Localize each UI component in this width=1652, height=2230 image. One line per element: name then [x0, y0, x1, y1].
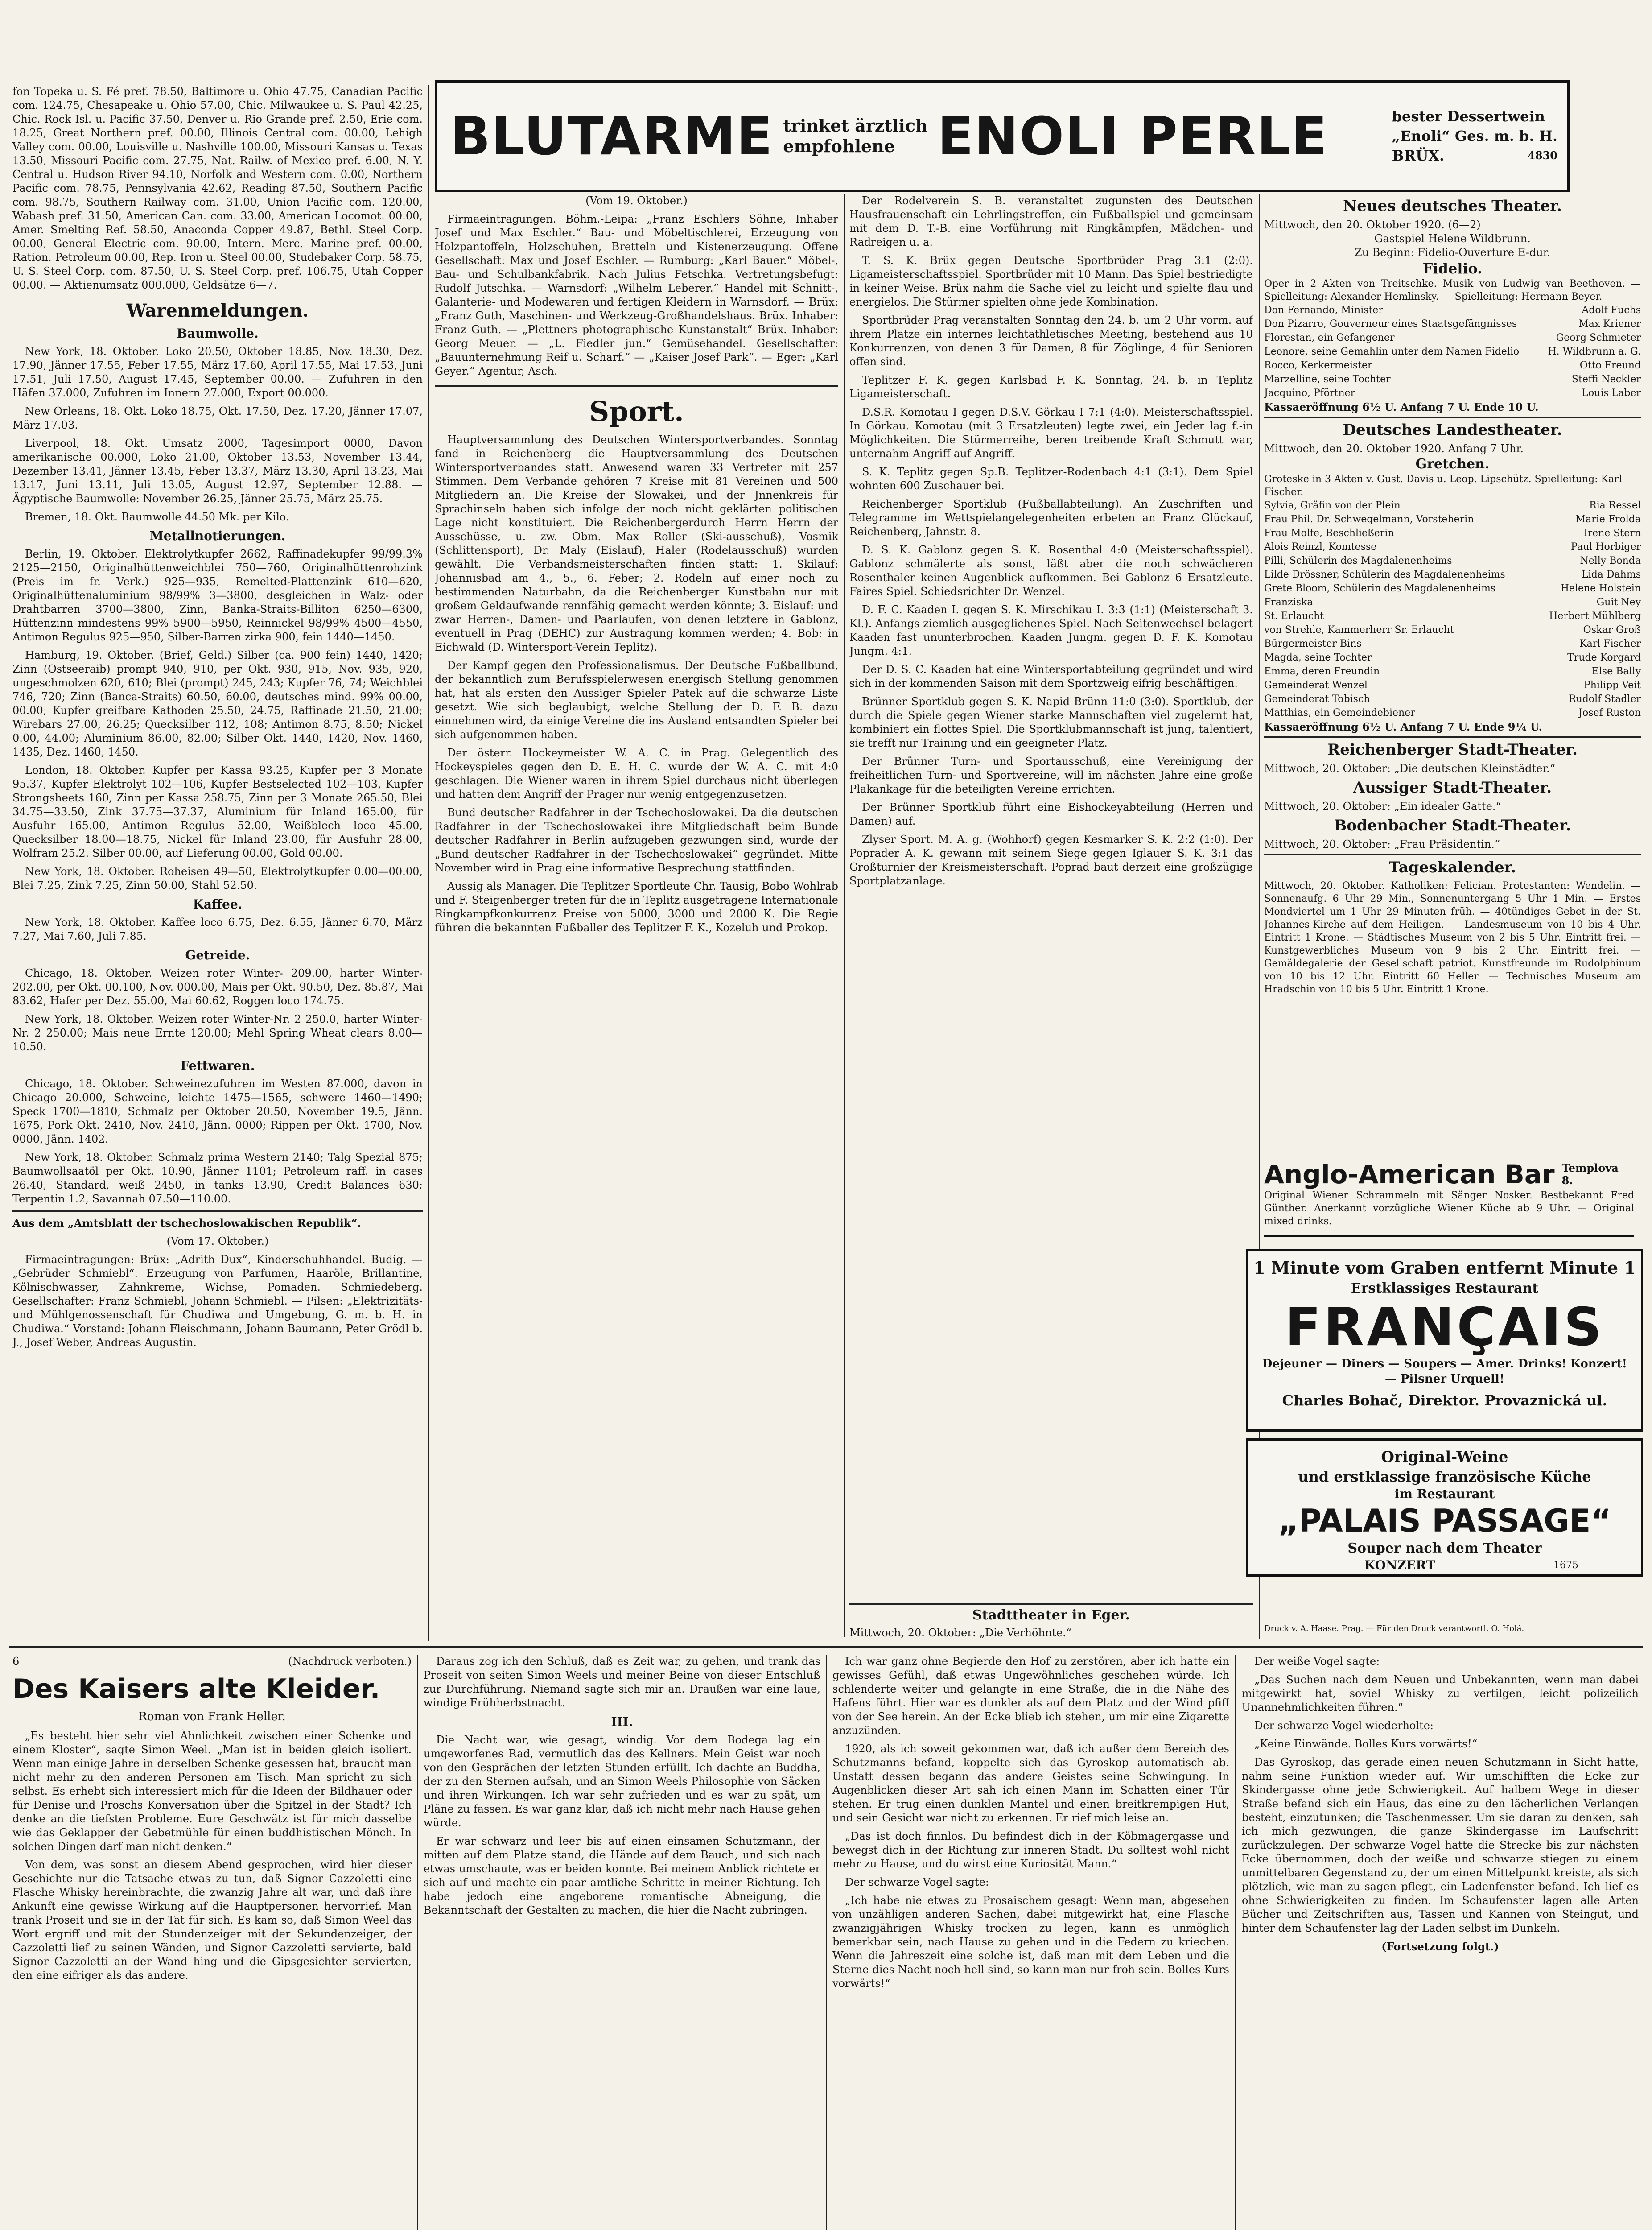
cast-row: [1264, 540, 1641, 554]
pp-footer: [1248, 1557, 1641, 1573]
cast-actor: Ria Ressel: [1589, 500, 1641, 511]
market-report: New York, 18. Oktober. Loko 20.50, Oktober 18.85, Nov. 18.30, Dez. 17.90, Jänner 17.55, Feber 17.55, März 17.60, April 17.55, Mai 17.53, Juni 17.51, Juli 17.50, August 17.45, September 00.00. — Zufuhren in den Häfen 37.000, Zufuhren im Innern 27.000, Export 00.000.: [12, 345, 423, 399]
cast-row: [1264, 678, 1641, 692]
cast-actor: Karl Fischer: [1579, 638, 1641, 649]
ad-right-line: „Enoli“ Ges. m. b. H.: [1392, 128, 1557, 145]
palais-passage-ad: [1246, 1438, 1643, 1577]
francais-menu: Dejeuner — Diners — Soupers — Amer. Drinks! Konzert! — Pilsner Urquell!: [1262, 1357, 1627, 1386]
feuilleton-paragraph: Der schwarze Vogel wiederholte:: [1254, 1719, 1434, 1732]
ad-right-line: bester Dessertwein: [1392, 108, 1545, 125]
feuilleton-paragraph: Von dem, was sonst an diesem Abend gesprochen, wird hier dieser Geschichte nur die Tatsache etwas zu tun, daß Signor Cazzoletti eine Flasche Whisky hereinbrachte, die zwanzig Jahre alt war, und daß ihre Ankunft eine gewisse Wirkung auf die Hauptpersonen hervorrief. Man trank Proseit und sie in der Tat für sich. Es kam so, daß Simon Weel das Wort ergriff und mit der Stundenzeiger mit der Sekundenzeiger, der Cazzoletti lief zu seinen Wänden, und Signor Cazzoletti servierte, bald Signor Cazzoletti an der Wand hing und die Gipsgesichter servierten, den eine eifriger als das andere.: [12, 1858, 412, 1982]
feuilleton-header: [12, 1655, 412, 1668]
column-divider: [428, 85, 429, 1641]
divider: [435, 385, 838, 387]
cast-row: [1264, 623, 1641, 637]
eger-theater-line: Mittwoch, 20. Oktober: „Die Verhöhnte.“: [849, 1627, 1072, 1639]
landes-theater-time: Kassaeröffnung 6½ U. Anfang 7 U. Ende 9¼ U.: [1264, 720, 1542, 733]
divider: [1264, 736, 1641, 738]
ad-word-blutarme: BLUTARME: [450, 105, 774, 167]
cast-actor: Paul Horbiger: [1571, 541, 1641, 553]
cast-row: [1264, 651, 1641, 665]
landes-theater-desc: Groteske in 3 Akten v. Gust. Davis u. Leop. Lipschütz. Spielleitung: Karl Fischer.: [1264, 474, 1622, 498]
pp-line-3: im Restaurant: [1394, 1487, 1495, 1501]
cast-actor: Adolf Fuchs: [1582, 305, 1641, 316]
feuilleton-paragraph: „Keine Einwände. Bolles Kurs vorwärts!“: [1254, 1738, 1478, 1750]
market-report: New Orleans, 18. Okt. Loko 18.75, Okt. 17.50, Dez. 17.20, Jänner 17.07, März 17.03.: [12, 405, 423, 431]
landes-theater-cast: [1264, 499, 1641, 720]
pp-line-2: und erstklassige französische Küche: [1298, 1468, 1591, 1485]
francais-sub: Erstklassiges Restaurant: [1351, 1280, 1539, 1296]
eger-theater-box: [849, 1603, 1253, 1640]
cast-role: Florestan, ein Gefangener: [1264, 332, 1395, 343]
market-report: Chicago, 18. Oktober. Weizen roter Winter- 209.00, harter Winter- 202.00, per Okt. 00.100, Nov. 000.00, Mais per Okt. 90.50, Dez. 85.87, Mai 83.62, Hafer per Dez. 55.00, Mai 60.62, Roggen loco 174.75.: [12, 967, 423, 1007]
feuilleton-title: Des Kaisers alte Kleider.: [12, 1673, 380, 1705]
ad-city: BRÜX.: [1392, 147, 1445, 164]
cast-row: [1264, 554, 1641, 568]
feuilleton-paragraph: Der schwarze Vogel sagte:: [845, 1876, 989, 1888]
cast-role: von Strehle, Kammerherr Sr. Erlaucht: [1264, 624, 1454, 636]
cast-role: Grete Bloom, Schülerin des Magdalenenheims: [1264, 583, 1496, 594]
pp-line-1: Original-Weine: [1381, 1448, 1508, 1466]
aussig-theater-title: Aussiger Stadt-Theater.: [1353, 779, 1552, 797]
column-divider: [1235, 1655, 1236, 2230]
cast-row: [1264, 359, 1641, 372]
feuilleton-column-1: [12, 1655, 412, 2230]
sport-item: Sportbrüder Prag veranstalten Sonntag den 24. b. um 2 Uhr vorm. auf ihrem Platze ein internes leichtathletisches Meeting, bestehend aus 10 Konkurrenzen, von denen 3 für Damen, 8 für Zöglinge, 4 für Senioren offen sind.: [849, 314, 1253, 368]
feuilleton-paragraph: „Das Suchen nach dem Neuen und Unbekannten, wenn man dabei mitgewirkt hat, soviel Whisky zu vertilgen, leicht polizeilich Unannehmlichkeiten führen.“: [1242, 1673, 1639, 1714]
landes-theater-title: Deutsches Landestheater.: [1343, 421, 1562, 439]
cast-row: [1264, 665, 1641, 678]
market-report: New York, 18. Oktober. Weizen roter Winter-Nr. 2 250.0, harter Winter-Nr. 2 250.00; Mais neue Ernte 120.00; Mehl Spring Wheat clears 8.00—10.50.: [12, 1013, 423, 1053]
feuilleton-paragraph: „Es besteht hier sehr viel Ähnlichkeit zwischen einer Schenke und einem Kloster“, sagte Simon Weel. „Man ist in beiden gleich isoliert. Wenn man einige Jahre in derselben Schenke gesessen hat, braucht man nicht mehr zu den anderen Personen am Tisch. Man spricht zu sich selbst. Es erhebt sich interessiert mich für die Ideen der Bildhauer oder für Denise und Proschs Konversation über die Spitzel in der Stadt? Ich denke an die tiefsten Probleme. Eure Geschwätz ist für mich dasselbe wie das Geklapper der Gebetmühle für einen buddhistischen Mönch. In solchen Dingen darf man nicht denken.“: [12, 1730, 412, 1853]
rights-note: (Nachdruck verboten.): [288, 1655, 412, 1668]
feuilleton-divider: [9, 1646, 1643, 1648]
sport-item: Der D. S. C. Kaaden hat eine Wintersportabteilung gegründet und wird sich in der kommenden Saison mit dem Sportzweig eifrig beschäftigen.: [849, 663, 1253, 690]
francais-name: FRANÇAIS: [1285, 1296, 1605, 1358]
cast-row: [1264, 595, 1641, 609]
feuilleton-paragraph: Das Gyroskop, das gerade einen neuen Schutzmann in Sicht hatte, nahm seine Funktion wieder auf. Wir umschifften die Ecke zur Skindergasse ohne jede Schwierigkeit. Auf halbem Wege in dieser Straße befand sich ein Haus, das eine zu den lächerlichen Verlangen besteht, einzutunken; die Taschenmesser. Um sie daran zu denken, sah ich mich gezwungen, die ganze Skindergasse im Laufschritt zurückzulegen. Der schwarze Vogel hatte die Strecke bis zur nächsten Ecke übernommen, doch der weiße und schwarze stiegen zu einem unmittelbaren Gegenstand zu, der um einen Mittelpunkt kreiste, als sich plötzlich, wie man zu sagen pflegt, ein Ladenfenster befand. Ich lief es ohne Schwierigkeiten zu finden. Im Schaufenster lagen alle Arten Bücher und Zeitschriften aus, Tassen und Kannen von Steingut, und hinter dem Schaufenster lag der Laden selbst im Dunkeln.: [1242, 1756, 1639, 1934]
divider: [1264, 854, 1641, 855]
neues-theater-cast: [1264, 303, 1641, 400]
francais-top: 1 Minute vom Graben entfernt Minute 1: [1253, 1258, 1636, 1278]
tageskalender-text: Mittwoch, 20. Oktober. Katholiken: Felician. Protestanten: Wendelin. — Sonnenaufg. 6 Uhr 29 Min., Sonnenuntergang 5 Uhr 1 Min. — Erstes Mondviertel um 1 Uhr 29 Minuten früh. — 40tündiges Gebet in der St. Johannes-Kirche auf dem Heiligen. — Landesmuseum von 10 bis 4 Uhr. Eintritt 1 Krone. — Städtisches Museum von 2 bis 5 Uhr. Eintritt frei. — Kunstgewerbliches Museum von 9 bis 2 Uhr. Eintritt frei. — Gemäldegalerie der Gesellschaft patriot. Kunstfreunde im Rudolphinum von 10 bis 12 Uhr. Eintritt 60 Heller. — Technisches Museum am Hradschin von 10 bis 5 Uhr. Eintritt 1 Krone.: [1264, 880, 1641, 995]
bodenbach-theater-line: Mittwoch, 20. Oktober: „Frau Präsidentin.“: [1264, 838, 1500, 851]
francais-owner: Charles Bohač, Direktor. Provaznická ul.: [1282, 1392, 1607, 1409]
neues-theater-guest: Gastspiel Helene Wildbrunn.: [1374, 232, 1531, 245]
ad-number: 4830: [1528, 149, 1557, 162]
ad-small-line: empfohlene: [783, 136, 895, 156]
sport-item: Der Brünner Sportklub führt eine Eishockeyabteilung (Herren und Damen) auf.: [849, 801, 1253, 827]
ad-word-enoli-perle: ENOLI PERLE: [937, 105, 1328, 167]
cast-role: Frau Molfe, Beschließerin: [1264, 528, 1394, 539]
tageskalender-title: Tageskalender.: [1388, 859, 1516, 876]
register-entry: Firmaeintragungen. Böhm.-Leipa: „Franz Eschlers Söhne, Inhaber Josef und Max Eschler.“ Bau- und Möbeltischlerei, Erzeugung von Holzpantoffeln, Holzschuhen, Bretteln und Kistenerzeugung. Offene Gesellschaft: Max und Josef Eschler. — Rumburg: „Karl Bauer.“ Möbel-, Bau- und Schulbankfabrik. Nach Julius Fetschka. Vertretungsbefugt: Rudolf Jutschka. — Warnsdorf: „Wilhelm Leberer.“ Handel mit Schnitt-, Galanterie- und Modewaren und fertigen Kleidern in Warnsdorf. — Brüx: „Franz Guth, Maschinen- und Werkzeug-Großhandelshaus. Brüx. Inhaber: Franz Guth. — „Plettners photographische Kunstanstalt“ Brüx. Inhaber: Georg Meuer. — „L. Fiedler jun.“ Gemüsehandel. Gesellschafter: „Bauunternehmung Reif u. Scharf.“ — „Kaiser Josef Park“. — Eger: „Karl Geyer.“ Agentur, Asch.: [435, 213, 838, 377]
register-date: (Vom 17. Oktober.): [166, 1235, 269, 1247]
cast-row: [1264, 499, 1641, 512]
sport-item: Hauptversammlung des Deutschen Wintersportverbandes. Sonntag fand in Reichenberg die Hauptversammlung des Deutschen Wintersportverbandes statt. Anwesend waren 33 Vertreter mit 257 Stimmen. Dem Verbande gehören 7 Kreise mit 81 Vereinen und 500 Mitgliedern an. Die Kreise der Slowakei, und der Jnnenkreis für Sprachinseln haben sich infolge der noch nicht geklärten politischen Lage nicht konstituiert. Die Reichenbergerdurch Herrn Herrn der Ausschüsse, u. zw. Obm. Max Roller (Ski-ausschuß), Vosmik (Schlittensport), Dr. Maly (Eislauf), Haler (Rodelausschuß) wurden gewählt. Die Verbandsmeisterschaften finden statt: 1. Skilauf: Johannisbad am 4., 5., 6. Feber; 2. Rodeln auf einer noch zu bestimmenden Naturbahn, da die Reichenberger Kunstbahn nur mit großem Geldaufwande rennfähig gemacht werden könnte; 3. Eislauf: und zwar Herren-, Damen- und Paarlaufen, von denen letztere in Gablonz, eventuell in Prag (DEHC) zur Austragung kommen werden; 4. Bob: in Eichwald (D. Wintersport-Verein Teplitz).: [435, 434, 838, 653]
feuilleton-paragraph: Die Nacht war, wie gesagt, windig. Vor dem Bodega lag ein umgeworfenes Rad, vermutlich das des Kellners. Mein Geist war noch von den Gesprächen der letzten Stunden erfüllt. Ich dachte an Buddha, der zu den Sternen aufsah, und an Simon Weels Philosophie von Säcken und ihren Wirkungen. Ich war sehr zufrieden und es war zu spät, um Pläne zu fassen. Es war ganz klar, daß ich nicht mehr nach Hause gehen würde.: [424, 1734, 820, 1829]
cast-actor: Philipp Veit: [1583, 680, 1641, 691]
neues-theater-play: Fidelio.: [1422, 260, 1483, 277]
cast-actor: Trude Korgard: [1567, 652, 1641, 663]
cast-actor: Otto Freund: [1579, 360, 1641, 371]
feuilleton-column-3: [832, 1655, 1229, 2230]
sport-item: Reichenberger Sportklub (Fußballabteilung). An Zuschriften und Telegramme im Wettspielangelegenheiten erbeten an Franz Glückauf, Reichenberg, Jahnstr. 8.: [849, 498, 1253, 538]
cast-actor: Herbert Mühlberg: [1549, 611, 1641, 622]
restaurant-francais-ad: [1246, 1249, 1643, 1432]
cast-role: Leonore, seine Gemahlin unter dem Namen Fidelio: [1264, 346, 1520, 357]
continuation-note: (Fortsetzung folgt.): [1381, 1940, 1499, 1953]
anglo-header: [1264, 1160, 1634, 1189]
market-report: New York, 18. Oktober. Kaffee loco 6.75, Dez. 6.55, Jänner 6.70, März 7.27, Mai 7.60, Juli 7.85.: [12, 916, 423, 942]
ad-right-line: [1392, 146, 1557, 165]
enoli-perle-ad: [435, 80, 1570, 192]
eger-theater-title: Stadttheater in Eger.: [972, 1607, 1130, 1623]
anglo-side: Templova 8.: [1561, 1161, 1619, 1187]
sport-item: Aussig als Manager. Die Teplitzer Sportleute Chr. Tausig, Bobo Wohlrab und F. Steigenberger treten für die in Teplitz ausgetragene Internationale Ringkampfkonkurrenz Preise von 5000, 3000 und 2000 K. Die Regie führen die bekannten Fußballer des Teplitzer F. K., Kozeluh und Prokop.: [435, 880, 838, 934]
subheading-getreide: Getreide.: [185, 948, 250, 962]
cast-actor: Steffi Neckler: [1571, 374, 1641, 385]
feuilleton-column-2: [424, 1655, 820, 2230]
sport-item: T. S. K. Brüx gegen Deutsche Sportbrüder Prag 3:1 (2:0). Ligameisterschaftsspiel. Sportbrüder mit 10 Mann. Das Spiel bestriedigte in keiner Weise. Brüx nahm die Sache viel zu leicht und spielte flau und energielos. Die Stürmer spielten ohne jede Kombination.: [849, 254, 1253, 308]
anglo-american-bar-ad: [1264, 1160, 1634, 1237]
cast-actor: Josef Ruston: [1578, 707, 1641, 719]
neues-theater-desc: Oper in 2 Akten von Treitschke. Musik von Ludwig van Beethoven. — Spielleitung: Alexander Hemlinsky. — Spielleitung: Hermann Beyer.: [1264, 278, 1641, 302]
pp-line-4: Souper nach dem Theater: [1347, 1540, 1542, 1556]
cast-role: Don Pizarro, Gouverneur eines Staatsgefängnisses: [1264, 318, 1517, 330]
cast-role: Bürgermeister Bins: [1264, 638, 1362, 649]
ad-small-line: trinket ärztlich: [783, 116, 928, 136]
markets-column: [12, 85, 423, 1637]
cast-row: [1264, 637, 1641, 651]
cast-role: Matthias, ein Gemeindebiener: [1264, 707, 1415, 719]
landes-theater-date: Mittwoch, den 20. Oktober 1920. Anfang 7 Uhr.: [1264, 442, 1524, 455]
cast-row: [1264, 512, 1641, 526]
cast-actor: Oskar Groß: [1583, 624, 1641, 636]
cast-actor: Rudolf Stadler: [1569, 694, 1641, 705]
subheading-kaffee: Kaffee.: [193, 897, 243, 912]
sport-item: D.S.R. Komotau I gegen D.S.V. Görkau I 7:1 (4:0). Meisterschaftsspiel. In Görkau. Komotau (mit 3 Ersatzleuten) legte zwei, ein Jeder lag f.-in Möglichkeiten. Die Stürmerreihe, beren treibende Kraft Schmutt war, unternahm Angriff auf Angriff.: [849, 406, 1253, 460]
stock-quotes: fon Topeka u. S. Fé pref. 78.50, Baltimore u. Ohio 47.75, Canadian Pacific com. 124.75, Chesapeake u. Ohio 57.00, Chic. Milwaukee u. S. Paul 42.25, Chic. Rock Isl. u. Pacific 37.50, Denver u. Rio Grande pref. 2.50, Erie com. 18.25, Great Northern pref. 00.00, Illinois Central com. 00.00, Lehigh Valley com. 00.00, Louisville u. Nashville 100.00, Missouri Kansas u. Texas 13.50, Missouri Pacific com. 27.75, Nat. Railw. of Mexico pref. 6.00, N. Y. Central u. Hudson River 94.10, Norfolk and Western com. 0.00, Northern Pacific com. 78.75, Pennsylvania 42.62, Reading 87.50, Southern Pacific com. 98.75, Southern Railway com. 31.00, Union Pacific com. 120.00, Wabash pref. 31.50, American Can. com. 33.00, American Locomot. 00.00, Amer. Smelting Ref. 58.50, Anaconda Copper 49.87, Bethl. Steel Corp. 00.00, General Electric com. 90.00, Intern. Merc. Marine pref. 00.00, Ration. Petroleum 00.00, Rep. Iron u. Steel 00.00, Studebaker Corp. 58.75, U. S. Steel Corp. com. 87.50, U. S. Steel Corp. pref. 106.75, Utah Copper 00.00. — Aktienumsatz 000.000, Geldsätze 6—7.: [12, 85, 423, 291]
cast-row: [1264, 568, 1641, 582]
market-report: Liverpool, 18. Okt. Umsatz 2000, Tagesimport 0000, Davon amerikanische 00.000, Loko 21.00, Oktober 13.53, November 13.44, Dezember 13.41, Jänner 13.45, Feber 13.37, März 13.30, April 13.23, Mai 13.17, Juni 13.11, Juli 13.05, August 12.97, September 12.88. — Ägyptische Baumwolle: November 26.25, Jänner 25.75, März 25.75.: [12, 437, 423, 505]
sport-item: Der Brünner Turn- und Sportausschuß, eine Vereinigung der freiheitlichen Turn- und Sportvereine, will im nächsten Jahre eine große Plakankage für die beteiligten Vereine errichten.: [849, 755, 1253, 795]
cast-role: Emma, deren Freundin: [1264, 666, 1380, 677]
sport-item: D. S. K. Gablonz gegen S. K. Rosenthal 4:0 (Meisterschaftsspiel). Gablonz schmälerte als sonst, läßt aber die noch schwächeren Rosenthaler keinen Augenblick aufkommen. Bei Gablonz 6 Ersatzleute. Faires Spiel. Schiedsrichter Dr. Wenzel.: [849, 544, 1253, 598]
feuilleton-paragraph: Er war schwarz und leer bis auf einen einsamen Schutzmann, der mitten auf dem Platze stand, die Hände auf dem Bauch, und sich nach etwas umschaute, was er beiden konnte. Bei meinem Anblick richtete er sich auf und machte ein paar amtliche Schritte in meiner Richtung. Ich habe jedoch eine angeborene romantische Abneigung, die Bekanntschaft der Gestalten zu machen, die hier die Nacht zubringen.: [424, 1835, 820, 1916]
cast-role: Rocco, Kerkermeister: [1264, 360, 1372, 371]
cast-role: Franziska: [1264, 597, 1313, 608]
section-heading-sport: Sport.: [589, 395, 684, 428]
sport-item: Der Kampf gegen den Professionalismus. Der Deutsche Fußballbund, der bekanntlich zum Berufsspielerwesen energisch Stellung genommen hat, hat als ersten den Aussiger Spieler Patek auf die schwarze Liste gesetzt. Wie sich beglaubigt, welche Stellung der D. F. B. dazu einnehmen wird, da einige Vereine die ins Ausland entsandten Spieler bei sich aufgenommen haben.: [435, 659, 838, 741]
neues-theater-title: Neues deutsches Theater.: [1343, 197, 1562, 215]
cast-role: Gemeinderat Wenzel: [1264, 680, 1368, 691]
feuilleton-paragraph: „Das ist doch finnlos. Du befindest dich in der Köbmagergasse und bewegst dich in der Richtung zur inneren Stadt. Du solltest wohl nicht mehr zu Hause, und du wirst eine Kuriosität Mann.“: [832, 1830, 1229, 1870]
market-report: Berlin, 19. Oktober. Elektrolytkupfer 2662, Raffinadekupfer 99/99.3% 2125—2150, Originalhüttenweichblei 750—760, Originalhüttenrohzink (Preis im fr. Verk.) 925—935, Remelted-Plattenzink 610—620, Originalhüttenaluminium 98/99% 3—3800, desgleichen in Walz- oder Drahtbarren 3700—3800, Zinn, Banka-Straits-Billiton 6250—6300, Hüttenzinn mindestens 99% 5900—5950, Reinnickel 98/99% 4500—4550, Antimon Regulus 925—950, Silber-Barren zirka 900, fein 1440—1450.: [12, 548, 423, 643]
cast-role: Jacquino, Pförtner: [1264, 388, 1355, 399]
anglo-text: Original Wiener Schrammeln mit Sänger Nosker. Bestbekannt Fred Günther. Anerkannt vorzügliche Wiener Küche ab 9 Uhr. — Original mixed drinks.: [1264, 1190, 1634, 1227]
sport-item: S. K. Teplitz gegen Sp.B. Teplitzer-Rodenbach 4:1 (3:1). Dem Spiel wohnten 600 Zuschauer bei.: [849, 466, 1253, 492]
cast-actor: Marie Frolda: [1575, 514, 1641, 525]
cast-actor: Irene Stern: [1583, 528, 1641, 539]
sport-item: Bund deutscher Radfahrer in der Tschechoslowakei. Da die deutschen Radfahrer in der Tschechoslowakei ihre Mitgliedschaft beim Bunde deutscher Radfahrer in Berlin aufzugeben gezwungen sind, wurde der „Bund deutscher Radfahrer in der Tschechoslowakei“ gegründet. Mitte November wird in Prag eine informative Besprechung stattfinden.: [435, 806, 838, 874]
reichenberg-theater-line: Mittwoch, 20. Oktober: „Die deutschen Kleinstädter.“: [1264, 762, 1556, 775]
sport-item: Teplitzer F. K. gegen Karlsbad F. K. Sonntag, 24. b. in Teplitz Ligameisterschaft.: [849, 374, 1253, 400]
cast-role: Sylvia, Gräfin von der Plein: [1264, 500, 1401, 511]
cast-row: [1264, 609, 1641, 623]
cast-row: [1264, 582, 1641, 595]
ad-right-block: [1392, 107, 1557, 165]
printer-line: Druck v. A. Haase. Prag. — Für den Druck verantwortl. O. Holá.: [1264, 1624, 1524, 1633]
pp-name: „PALAIS PASSAGE“: [1278, 1503, 1611, 1539]
cast-row: [1264, 317, 1641, 331]
market-report: Bremen, 18. Okt. Baumwolle 44.50 Mk. per Kilo.: [25, 511, 289, 523]
cast-row: [1264, 526, 1641, 540]
anglo-title: Anglo-American Bar: [1264, 1159, 1555, 1189]
theater-column: [1264, 194, 1641, 1153]
sport-item: Der österr. Hockeymeister W. A. C. in Prag. Gelegentlich des Hockeyspieles gegen den D. E. H. C. wurde der W. A. C. mit 4:0 geschlagen. Die Wiener waren in ihrem Spiel durchaus nicht überlegen und hatten dem Angriff der Prager nur wenig entgegenzusetzen.: [435, 747, 838, 801]
column-divider: [844, 194, 845, 1637]
feuilleton-paragraph: Ich war ganz ohne Begierde den Hof zu zerstören, aber ich hatte ein gewisses Gefühl, daß etwas Ungewöhnliches geschehen würde. Ich schlenderte weiter und gelangte in eine Straße, die in die Nähe des Hafens führt. Hier war es dunkler als auf dem Platz und der Wind pfiff von der See herein. An der Ecke blieb ich stehen, um mir eine Zigarette anzuzünden.: [832, 1655, 1229, 1737]
subheading-metalle: Metallnotierungen.: [149, 529, 286, 543]
cast-actor: H. Wildbrunn a. G.: [1548, 346, 1641, 357]
cast-actor: Georg Schmieter: [1556, 332, 1641, 343]
cast-role: Lilde Drössner, Schülerin des Magdalenenheims: [1264, 569, 1505, 580]
neues-theater-opening: Zu Beginn: Fidelio-Ouverture E-dur.: [1354, 246, 1551, 259]
market-report: Chicago, 18. Oktober. Schweinezufuhren im Westen 87.000, davon in Chicago 20.000, Schweine, leichte 1475—1565, schwere 1460—1490; Speck 1700—1810, Schmalz per Oktober 20.50, November 19.5, Jänn. 1675, Pork Okt. 2410, Nov. 2410, Jänn. 0000; Rippen per Okt. 1700, Nov. 0000, Jänn. 1402.: [12, 1078, 423, 1145]
register-entry: Firmaeintragungen: Brüx: „Adrith Dux“, Kinderschuhhandel. Budig. — „Gebrüder Schmiebl“. Erzeugung von Parfumen, Haaröle, Brillantine, Kölnischwasser, Zahnkreme, Wichse, Pomaden. Schmiedeberg. Gesellschafter: Franz Schmiebl, Johann Schmiebl. — Pilsen: „Elektrizitäts- und Mühlgenossenschaft für Chudiwa und Umgebung, G. m. b. H. in Chudiwa.“ Vorstand: Johann Fleischmann, Johann Baumann, Peter Grödl b. J., Josef Weber, Andreas Augustin.: [12, 1253, 423, 1349]
cast-actor: Lida Dahms: [1582, 569, 1641, 580]
sport-item: Zlyser Sport. M. A. g. (Wohhorf) gegen Kesmarker S. K. 2:2 (1:0). Der Poprader A. K. gewann mit seinem Siege gegen Iglauer S. K. 3:1 das Großturnier der Kreismeisterschaft. Poprad baut derzeit eine großzügige Sportplatzanlage.: [849, 833, 1253, 887]
sport-item: Der Rodelverein S. B. veranstaltet zugunsten des Deutschen Hausfrauenschaft ein Lehrlingstreffen, ein Fußballspiel und gemeinsam mit dem D. T.-B. eine Vorführung mit Ringkämpfen, Mädchen- und Radreigen u. a.: [849, 194, 1253, 248]
column-divider: [417, 1655, 418, 2230]
page-number: 6: [12, 1655, 20, 1668]
cast-row: [1264, 386, 1641, 400]
cast-row: [1264, 372, 1641, 386]
cast-row: [1264, 345, 1641, 359]
feuilleton-paragraph: Der weiße Vogel sagte:: [1254, 1655, 1380, 1668]
register-title: Aus dem „Amtsblatt der tschechoslowakischen Republik“.: [12, 1217, 361, 1230]
cast-role: Don Fernando, Minister: [1264, 305, 1383, 316]
cast-actor: Else Bally: [1591, 666, 1641, 677]
pp-konzert: KONZERT: [1364, 1558, 1435, 1573]
feuilleton-byline: Roman von Frank Heller.: [138, 1710, 286, 1723]
cast-role: Magda, seine Tochter: [1264, 652, 1372, 663]
sport-item: D. F. C. Kaaden I. gegen S. K. Mirschikau I. 3:3 (1:1) (Meisterschaft 3. Kl.). Anfangs ziemlich ausgeglichenes Spiel. Nach Seitenwechsel belagert Kaaden fast ununterbrochen. Kaaden Jungm. gegen D. F. K. Komotau Jungm. 4:1.: [849, 603, 1253, 657]
cast-row: [1264, 692, 1641, 706]
cast-row: [1264, 303, 1641, 317]
feuilleton-paragraph: „Ich habe nie etwas zu Prosaischem gesagt: Wenn man, abgesehen von unzähligen anderen Sachen, dabei mitgewirkt hat, eine Flasche zwanzigjährigen Whisky trocken zu legen, kann es unmöglich bemerkbar sein, nach Hause zu gehen und in die Federn zu kriechen. Wenn die Jahreszeit eine solche ist, daß man mit dem Leben und die Sterne dies Nacht noch hell sind, so kann man nur froh sein. Bolles Kurs vorwärts!“: [832, 1894, 1229, 1990]
cast-actor: Guit Ney: [1596, 597, 1641, 608]
cast-role: Gemeinderat Tobisch: [1264, 694, 1370, 705]
date-text: Mittwoch, den 20. Oktober 1920. (6—2): [1264, 219, 1481, 231]
bodenbach-theater-title: Bodenbacher Stadt-Theater.: [1334, 817, 1571, 834]
market-report: Hamburg, 19. Oktober. (Brief, Geld.) Silber (ca. 900 fein) 1440, 1420; Zinn (Ostseeraib) prompt 940, 910, per Okt. 930, 915, Nov. 935, 920, ungeschmolzen 620, 610; Blei (prompt) 245, 243; Kupfer 76, 74; Weichblei 746, 720; Zinn (Banca-Straits) 60.50, 60.00, deutsches mind. 99% 00.00, 00.00; Kupfer greifbare Kathoden 25.50, 24.75, Raffinade 21.50, 21.00; Wirebars 27.00, 26.25; Quecksilber 112, 108; Antimon 8.75, 8.50; Nickel 0.00, 44.00; Aluminium 86.00, 82.00; Silber Okt. 1440, 1420, Nov. 1460, 1435, Dez. 1460, 1450.: [12, 649, 423, 758]
register-date: (Vom 19. Oktober.): [585, 194, 688, 207]
divider: [12, 1210, 423, 1212]
column-divider: [826, 1655, 827, 2230]
feuilleton-column-4: [1242, 1655, 1639, 2230]
cast-row: [1264, 331, 1641, 345]
cast-role: Marzelline, seine Tochter: [1264, 374, 1391, 385]
market-report: London, 18. Oktober. Kupfer per Kassa 93.25, Kupfer per 3 Monate 95.37, Kupfer Elektrolyt 102—106, Kupfer Bestselected 102—103, Kupfer Strongsheets 160, Zinn per Kassa 258.75, Zinn per 3 Monate 265.50, Blei 34.75—33.50, Zink 37.75—37.37, Aluminium für Inland 165.00, für Ausfuhr 165.00, Antimon Regulus 52.00, Weißblech loco 45.00, Quecksilber 18.00—18.75, Nickel für Inland 23.00, für Ausfuhr 28.00, Wolfram 25.2. Silber 00.00, auf Lieferung 00.00, Gold 00.00.: [12, 764, 423, 859]
ad-small-text: [783, 116, 927, 157]
cast-role: Pilli, Schülerin des Magdalenenheims: [1264, 555, 1452, 566]
subheading-fettwaren: Fettwaren.: [180, 1058, 255, 1073]
sport-column-2: [849, 194, 1253, 1637]
feuilleton-paragraph: Daraus zog ich den Schluß, daß es Zeit war, zu gehen, und trank das Proseit von seiten Simon Weels und meiner Beine von dieser Entschluß zur Durchführung. Niemand sagte sich mir an. Draußen war eine laue, windige Frühherbstnacht.: [424, 1655, 820, 1709]
section-heading-warenmeldungen: Warenmeldungen.: [126, 300, 309, 321]
reichenberg-theater-title: Reichenberger Stadt-Theater.: [1327, 741, 1578, 759]
cast-actor: Max Kriener: [1578, 318, 1641, 330]
feuilleton-paragraph: 1920, als ich soweit gekommen war, daß ich außer dem Bereich des Schutzmanns befand, koppelte sich das Gyroskop automatisch ab. Unstatt dessen begann das andere Geistes seine Schwingung. In Augenblicken dieser Art sah ich einen Mann im Schatten einer Tür stehen. Er trug einen dunklen Mantel und einen breitkrempigen Hut, und sein Gesicht war nicht zu erkennen. Er rief mich leise an.: [832, 1743, 1229, 1824]
neues-theater-time: Kassaeröffnung 6½ U. Anfang 7 U. Ende 10 U.: [1264, 401, 1539, 413]
market-report: New York, 18. Oktober. Roheisen 49—50, Elektrolytkupfer 0.00—00.00, Blei 7.25, Zink 7.25, Zinn 50.00, Stahl 52.50.: [12, 865, 423, 892]
cast-role: Frau Phil. Dr. Schwegelmann, Vorsteherin: [1264, 514, 1474, 525]
subheading-baumwolle: Baumwolle.: [177, 326, 259, 341]
aussig-theater-line: Mittwoch, 20. Oktober: „Ein idealer Gatte.“: [1264, 800, 1501, 813]
neues-theater-date: [1264, 218, 1641, 232]
sport-item: Brünner Sportklub gegen S. K. Napid Brünn 11:0 (3:0). Sportklub, der durch die Spiele gegen Wiener starke Mannschaften viel zugelernt hat, kombiniert ein flottes Spiel. Die Sportklubmannschaft ist jung, talentiert, sie trefft nur Training und ein geeigneter Platz.: [849, 695, 1253, 749]
cast-role: Alois Reinzl, Komtesse: [1264, 541, 1377, 553]
cast-actor: Nelly Bonda: [1580, 555, 1641, 566]
landes-theater-play: Gretchen.: [1415, 456, 1490, 472]
cast-role: St. Erlaucht: [1264, 611, 1324, 622]
sport-column-1: [435, 194, 838, 1637]
divider: [1264, 417, 1641, 418]
market-report: New York, 18. Oktober. Schmalz prima Western 2140; Talg Spezial 875; Baumwollsaatöl per Okt. 10.90, Jänner 1101; Petroleum raff. in cases 26.40, Standard, weiß 2450, in tanks 13.90, Credit Balances 630; Terpentin 1.2, Savannah 07.50—110.00.: [12, 1151, 423, 1205]
pp-number: 1675: [1553, 1560, 1578, 1571]
cast-actor: Louis Laber: [1582, 388, 1641, 399]
cast-actor: Helene Holstein: [1560, 583, 1641, 594]
chapter-number: III.: [611, 1714, 633, 1729]
cast-row: [1264, 706, 1641, 720]
